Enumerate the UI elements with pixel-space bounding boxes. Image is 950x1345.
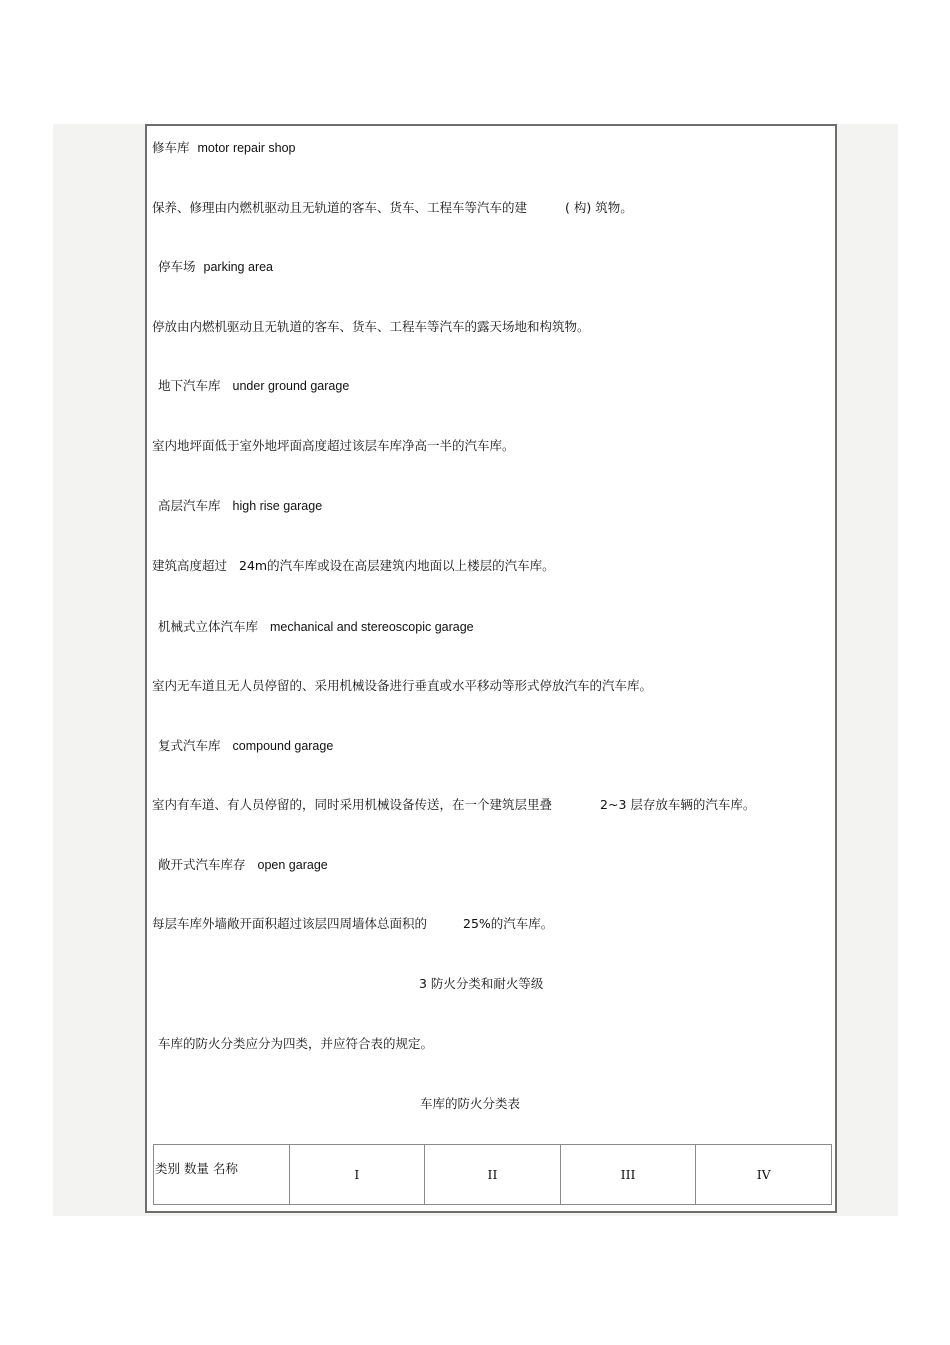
term-en: compound garage — [232, 739, 334, 753]
term-en: open garage — [257, 858, 328, 872]
definition-motor-repair-shop — [152, 200, 633, 216]
term-open-garage — [158, 857, 328, 873]
definition-high-rise-garage — [152, 558, 555, 574]
class-3-cell: III — [560, 1145, 696, 1205]
section-heading: 3 防火分类和耐火等级 — [419, 976, 544, 991]
definition-text: 室内有车道、有人员停留的，同时采用机械设备传送，在一个建筑层里叠 — [152, 797, 553, 812]
class-4-cell: IV — [696, 1145, 832, 1205]
definition-text-tail: 25%的汽车库。 — [463, 916, 554, 931]
term-en: parking area — [203, 260, 274, 274]
term-cn: 高层汽车库 — [158, 498, 221, 513]
table-header-cell: 类别 数量 名称 — [154, 1145, 290, 1205]
definition-text-tail: 2~3 层存放车辆的汽车库。 — [600, 797, 756, 812]
fire-classification-table — [153, 1144, 832, 1205]
term-parking-area — [158, 259, 273, 275]
definition-text-tail: ( 构) 筑物。 — [565, 200, 633, 215]
term-underground-garage — [158, 378, 349, 394]
term-cn: 敞开式汽车库存 — [158, 857, 246, 872]
definition-text: 保养、修理由内燃机驱动且无轨道的客车、货车、工程车等汽车的建 — [152, 200, 528, 215]
term-cn: 停车场 — [158, 259, 196, 274]
definition-text: 每层车库外墙敞开面积超过该层四周墙体总面积的 — [152, 916, 428, 931]
definition-compound-garage — [152, 797, 755, 813]
term-en: high rise garage — [232, 499, 323, 513]
definition-text: 建筑高度超过 — [152, 558, 228, 573]
definition-underground-garage: 室内地坪面低于室外地坪面高度超过该层车库净高一半的汽车库。 — [152, 438, 515, 453]
class-2-cell: II — [425, 1145, 561, 1205]
table-row — [154, 1145, 832, 1205]
term-cn: 复式汽车库 — [158, 738, 221, 753]
definition-open-garage — [152, 916, 553, 932]
definition-parking-area: 停放由内燃机驱动且无轨道的客车、货车、工程车等汽车的露天场地和构筑物。 — [152, 319, 590, 334]
term-en: motor repair shop — [197, 141, 296, 155]
table-caption: 车库的防火分类表 — [420, 1096, 521, 1111]
term-cn: 地下汽车库 — [158, 378, 221, 393]
term-mechanical-garage — [158, 619, 474, 635]
term-cn: 修车库 — [152, 140, 190, 155]
term-en: mechanical and stereoscopic garage — [270, 620, 474, 634]
term-motor-repair-shop — [152, 140, 295, 156]
section-paragraph: 车库的防火分类应分为四类，并应符合表的规定。 — [158, 1036, 434, 1051]
term-en: under ground garage — [232, 379, 350, 393]
definition-mechanical-garage: 室内无车道且无人员停留的、采用机械设备进行垂直或水平移动等形式停放汽车的汽车库。 — [152, 678, 653, 693]
class-1-cell: I — [289, 1145, 425, 1205]
term-compound-garage — [158, 738, 333, 754]
definition-text-tail: 24m的汽车库或设在高层建筑内地面以上楼层的汽车库。 — [239, 558, 555, 573]
term-cn: 机械式立体汽车库 — [158, 619, 259, 634]
term-high-rise-garage — [158, 498, 322, 514]
